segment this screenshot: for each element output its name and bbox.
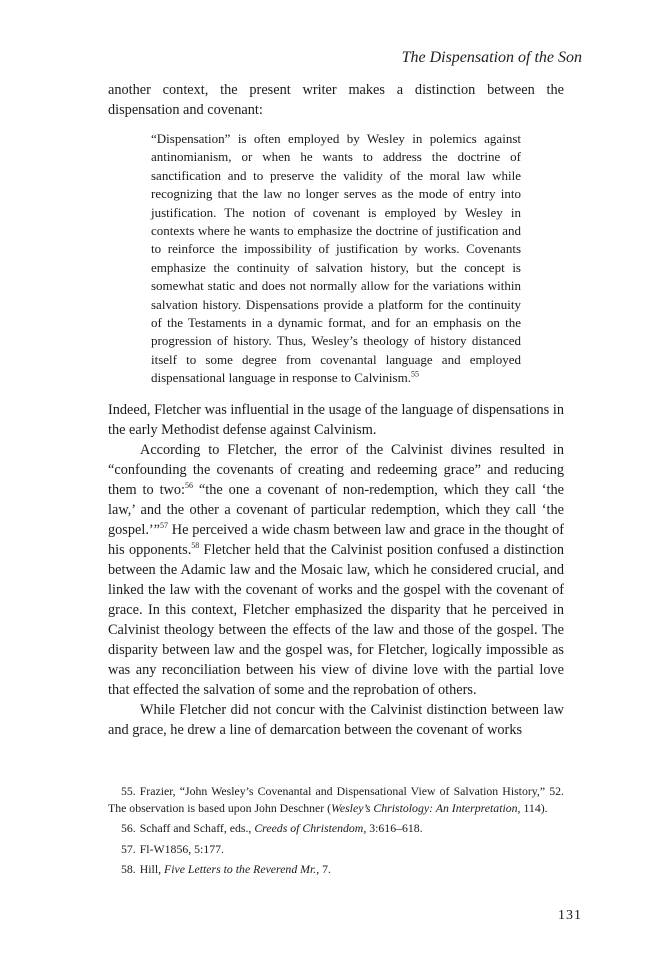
footnote-text-end: 3:616–618. bbox=[366, 821, 423, 835]
paragraph-1: Indeed, Fletcher was influential in the usage of the language of dispensations in the early Methodist defense against Calvinism. bbox=[108, 401, 564, 438]
block-quote bbox=[151, 130, 521, 388]
running-head: The Dispensation of the Son bbox=[401, 49, 582, 66]
footnote-text: Fl-W1856, 5:177. bbox=[139, 841, 224, 856]
p2-part-b: “the one a covenant of non-redemption, which they call ‘the law,’ and the other a covenant of particular redemption, which they call ‘the gospel.’” bbox=[108, 481, 564, 538]
quote-text: “Dispensation” is often employed by Wesley in polemics against antinomianism, or when he wants to address the doctrine of sanctification and to preserve the validity of the moral law while recognizing that the law no longer serves as the mode of entry into justification. The notion of covenant is employed by Wesley in contexts where he wants to emphasize the doctrine of justification and to reinforce the impossibility of justification by works. Covenants emphasize the continuity of salvation history, but the concept is somewhat static and does not normally allow for the variations within salvation history. Dispensations provide a platform for the continuity of the Testaments in a dynamic format, and for an emphasis on the progression of history. Thus, Wesley’s theology of history distanced itself to some degree from covenantal language and employed dispensational language in response to Calvinism. bbox=[151, 131, 521, 386]
paragraph-2 bbox=[108, 440, 564, 700]
footnote-title: Wesley’s Christology: An Interpretation, bbox=[331, 800, 521, 815]
footnote-ref-55: 55 bbox=[410, 369, 419, 379]
footnote-ref-56: 56 bbox=[185, 480, 193, 490]
intro-paragraph: another context, the present writer makes a distinction between the dispensation and covenant: bbox=[108, 82, 564, 118]
footnotes bbox=[108, 783, 564, 882]
p2-part-d: Fletcher held that the Calvinist position confused a distinction between the Adamic law and the Mosaic law, which he considered crucial, and linked the law with the covenant of works and the gospel with the covenant of grace. In this context, Fletcher emphasized the disparity that he perceived in Calvinist theology between the effects of the law and those of the gospel. The disparity between law and the gospel was, for Fletcher, logically impossible as was any reconciliation between his view of divine love with the partial love that effected the salvation of some and the reprobation of others. bbox=[108, 541, 564, 698]
footnote-number: 55. bbox=[121, 784, 136, 798]
footnote-56 bbox=[108, 820, 564, 837]
footnote-55 bbox=[108, 783, 564, 816]
footnote-number: 56. bbox=[121, 821, 136, 835]
footnote-ref-57: 57 bbox=[160, 520, 169, 530]
footnote-title: Creeds of Christendom, bbox=[254, 821, 367, 835]
footnote-text: Schaff and Schaff, eds., bbox=[139, 821, 255, 835]
footnote-text: Hill, bbox=[139, 862, 165, 876]
footnote-text: Frazier, “John Wesley’s Covenantal and Dispensational View of Salvation History,” 52. The observation is based upon John Deschner ( bbox=[108, 784, 564, 815]
p2-part-a: According to Fletcher, the error of the Calvinist divines resulted in “confounding the covenants of creating and redeeming grace” and reducing them to two: bbox=[108, 441, 564, 498]
footnote-text-end: 114). bbox=[520, 800, 548, 815]
footnote-number: 58. bbox=[121, 862, 136, 876]
page-number: 131 bbox=[558, 908, 582, 923]
footnote-number: 57. bbox=[121, 841, 136, 856]
footnote-ref-58: 58 bbox=[191, 540, 200, 550]
footnote-text-end: , 7. bbox=[316, 862, 331, 876]
footnote-title: Five Letters to the Reverend Mr. bbox=[164, 862, 317, 876]
footnote-57 bbox=[108, 841, 564, 858]
p2-part-c: He perceived a wide chasm between law and grace in the thought of his opponents. bbox=[108, 521, 564, 558]
footnote-58 bbox=[108, 861, 564, 878]
main-text bbox=[108, 80, 564, 740]
paragraph-3: While Fletcher did not concur with the Calvinist distinction between law and grace, he drew a line of demarcation between the covenant of works bbox=[108, 701, 564, 738]
